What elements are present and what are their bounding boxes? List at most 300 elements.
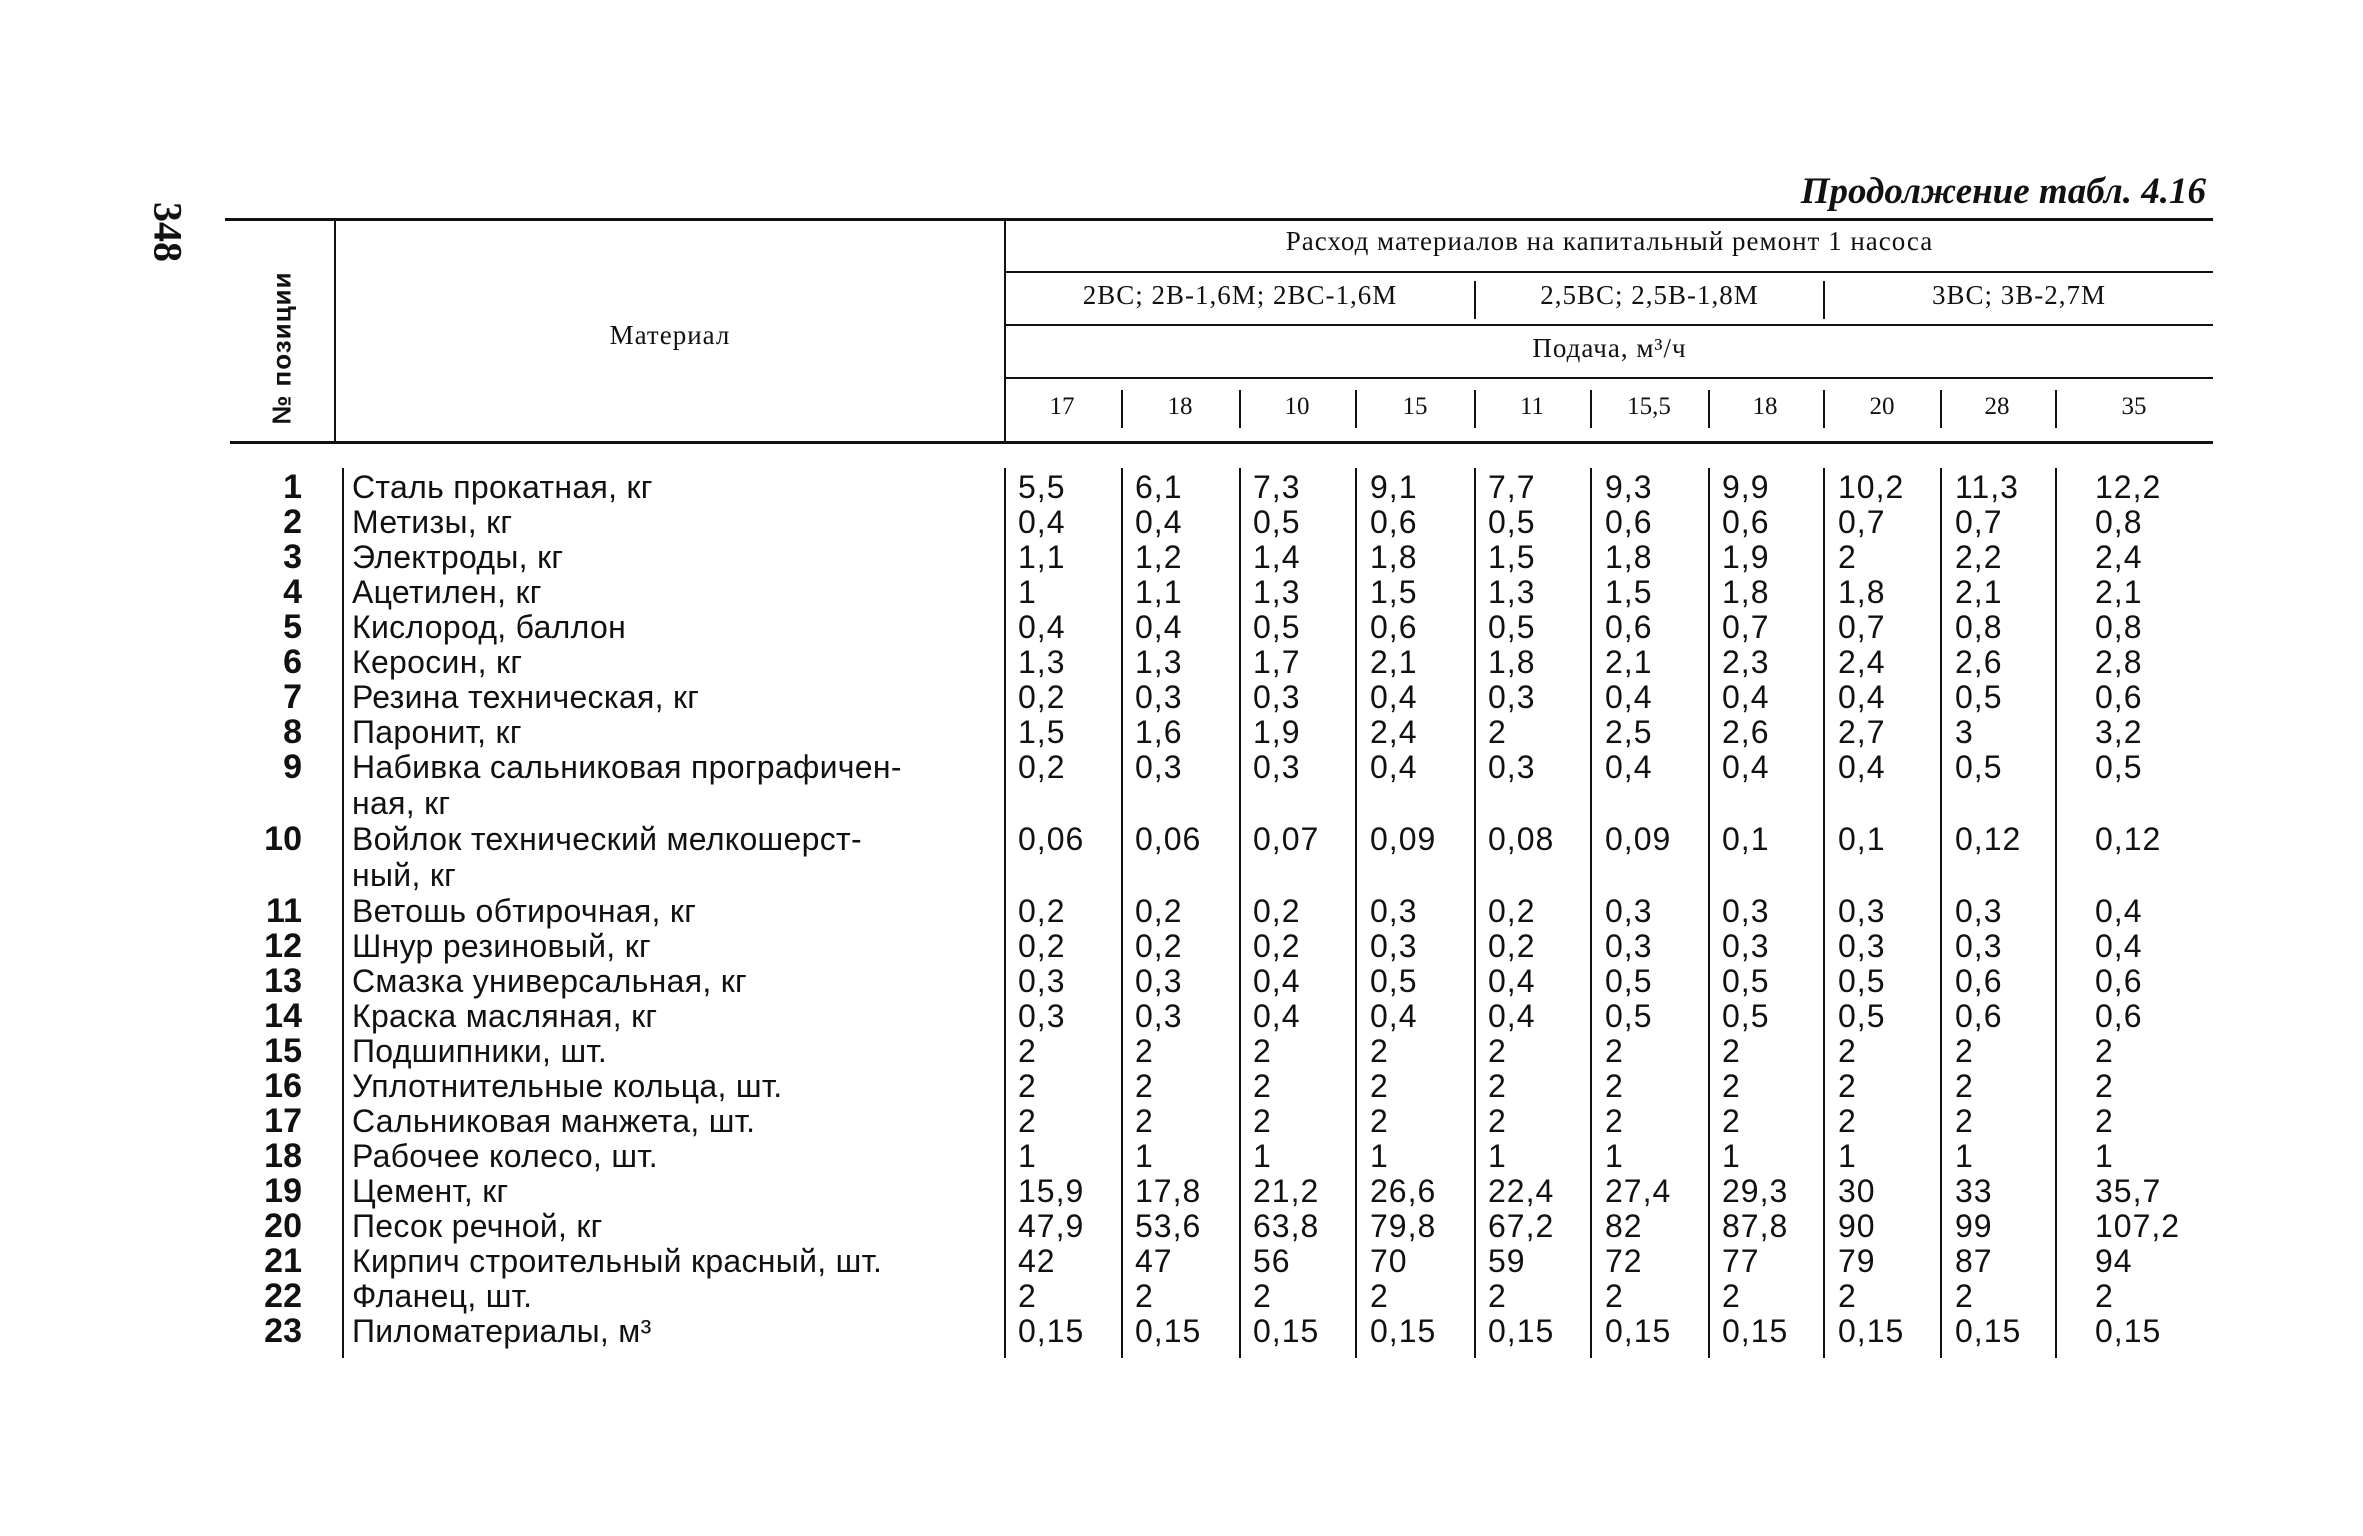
supply-value-header: 18 (1752, 393, 1778, 420)
value-cell: 0,12 (2095, 821, 2162, 857)
material-name: Сталь прокатная, кг (352, 469, 653, 505)
value-cell: 0,4 (1370, 749, 1418, 785)
value-cell: 2 (1955, 1068, 1974, 1104)
value-cell: 0,15 (1018, 1313, 1085, 1349)
material-name: Паронит, кг (352, 714, 522, 750)
table-row (0, 575, 2363, 609)
value-cell: 2 (1838, 1068, 1857, 1104)
position-number: 10 (264, 820, 302, 858)
value-cell: 2 (1488, 1033, 1507, 1069)
value-cell: 1 (1253, 1138, 1272, 1174)
value-cell: 2,1 (1605, 644, 1653, 680)
value-cell: 56 (1253, 1243, 1291, 1279)
value-cell: 0,6 (2095, 963, 2143, 999)
value-cell: 0,8 (1955, 609, 2003, 645)
value-cell: 1,8 (1838, 574, 1886, 610)
value-cell: 2 (2095, 1278, 2114, 1314)
value-cell: 3,2 (2095, 714, 2143, 750)
supply-value-header: 18 (1167, 393, 1193, 420)
value-cell: 0,3 (1253, 679, 1301, 715)
supply-value-header: 35 (2121, 393, 2147, 420)
value-cell: 0,7 (1838, 609, 1886, 645)
spanning-header: Расход материалов на капитальный ремонт 1 насоса (1285, 226, 1934, 256)
position-number: 22 (264, 1277, 302, 1315)
value-cell: 0,15 (2095, 1313, 2162, 1349)
value-cell: 5,5 (1018, 469, 1066, 505)
value-cell: 0,4 (1018, 609, 1066, 645)
value-cell: 0,6 (2095, 998, 2143, 1034)
material-column-header: Материал (609, 320, 731, 350)
value-cell: 2,7 (1838, 714, 1886, 750)
value-cell: 0,15 (1722, 1313, 1789, 1349)
value-cell: 0,8 (2095, 504, 2143, 540)
value-cell: 0,7 (1722, 609, 1770, 645)
value-cell: 0,3 (1722, 893, 1770, 929)
value-cell: 2,1 (2095, 574, 2143, 610)
value-cell: 0,4 (1838, 749, 1886, 785)
table-row (0, 964, 2363, 998)
value-cell: 0,15 (1135, 1313, 1202, 1349)
value-cell: 0,6 (1955, 998, 2003, 1034)
value-cell: 2 (1018, 1068, 1037, 1104)
value-cell: 0,5 (1370, 963, 1418, 999)
value-cell: 0,3 (1488, 679, 1536, 715)
value-cell: 1,3 (1253, 574, 1301, 610)
value-cell: 0,2 (1018, 928, 1066, 964)
value-cell: 2 (1135, 1033, 1154, 1069)
value-cell: 0,3 (1370, 928, 1418, 964)
position-number: 18 (264, 1137, 302, 1175)
value-cell: 2 (1838, 539, 1857, 575)
value-cell: 0,4 (1018, 504, 1066, 540)
value-cell: 0,1 (1838, 821, 1886, 857)
value-cell: 2,4 (2095, 539, 2143, 575)
value-cell: 77 (1722, 1243, 1760, 1279)
group-header-2: 2,5ВС; 2,5В-1,8М (1540, 280, 1759, 310)
value-cell: 21,2 (1253, 1173, 1320, 1209)
value-cell: 9,3 (1605, 469, 1653, 505)
value-cell: 2,4 (1838, 644, 1886, 680)
value-cell: 1,7 (1253, 644, 1301, 680)
value-cell: 0,5 (1722, 998, 1770, 1034)
value-cell: 0,2 (1018, 679, 1066, 715)
position-number: 20 (264, 1207, 302, 1245)
value-cell: 0,3 (1605, 893, 1653, 929)
value-cell: 1 (1722, 1138, 1741, 1174)
value-cell: 53,6 (1135, 1208, 1202, 1244)
value-cell: 1,5 (1370, 574, 1418, 610)
supply-value-header: 10 (1284, 393, 1310, 420)
value-cell: 0,5 (1838, 963, 1886, 999)
value-cell: 2 (1722, 1103, 1741, 1139)
value-cell: 0,4 (1722, 679, 1770, 715)
position-number: 8 (283, 713, 302, 751)
value-cell: 0,4 (2095, 893, 2143, 929)
value-cell: 0,4 (1488, 963, 1536, 999)
material-name: Уплотнительные кольца, шт. (352, 1068, 783, 1104)
position-number: 19 (264, 1172, 302, 1210)
value-cell: 0,06 (1135, 821, 1202, 857)
value-cell: 0,06 (1018, 821, 1085, 857)
value-cell: 59 (1488, 1243, 1526, 1279)
value-cell: 0,5 (1253, 504, 1301, 540)
value-cell: 0,4 (1253, 998, 1301, 1034)
value-cell: 0,4 (1370, 998, 1418, 1034)
table-row (0, 1104, 2363, 1138)
table-row (0, 1244, 2363, 1278)
value-cell: 0,4 (1370, 679, 1418, 715)
value-cell: 1 (1838, 1138, 1857, 1174)
value-cell: 2,2 (1955, 539, 2003, 575)
value-cell: 1 (1370, 1138, 1389, 1174)
value-cell: 2 (1838, 1033, 1857, 1069)
table-row (0, 1034, 2363, 1068)
value-cell: 2 (2095, 1068, 2114, 1104)
value-cell: 2 (1488, 714, 1507, 750)
value-cell: 2 (1018, 1278, 1037, 1314)
table-row (0, 680, 2363, 714)
value-cell: 1,1 (1135, 574, 1183, 610)
value-cell: 10,2 (1838, 469, 1905, 505)
table-row (0, 1314, 2363, 1348)
value-cell: 72 (1605, 1243, 1643, 1279)
value-cell: 2 (1488, 1103, 1507, 1139)
value-cell: 0,3 (1135, 749, 1183, 785)
position-number: 6 (283, 643, 302, 681)
value-cell: 0,5 (1955, 749, 2003, 785)
value-cell: 0,2 (1488, 928, 1536, 964)
value-cell: 9,1 (1370, 469, 1418, 505)
value-cell: 1,3 (1018, 644, 1066, 680)
supply-value-header: 11 (1519, 393, 1545, 420)
value-cell: 0,4 (1605, 749, 1653, 785)
value-cell: 0,15 (1488, 1313, 1555, 1349)
value-cell: 0,3 (1135, 998, 1183, 1034)
table-row (0, 610, 2363, 644)
value-cell: 0,15 (1955, 1313, 2022, 1349)
value-cell: 1 (1018, 574, 1037, 610)
supply-value-header: 20 (1869, 393, 1895, 420)
value-cell: 2,5 (1605, 714, 1653, 750)
material-name: Подшипники, шт. (352, 1033, 608, 1069)
value-cell: 12,2 (2095, 469, 2162, 505)
value-cell: 2 (1253, 1103, 1272, 1139)
value-cell: 0,3 (1605, 928, 1653, 964)
value-cell: 0,4 (1838, 679, 1886, 715)
value-cell: 1,5 (1488, 539, 1536, 575)
value-cell: 63,8 (1253, 1208, 1320, 1244)
value-cell: 0,1 (1722, 821, 1770, 857)
value-cell: 1,9 (1253, 714, 1301, 750)
value-cell: 0,12 (1955, 821, 2022, 857)
material-name: Электроды, кг (352, 539, 564, 575)
position-number: 4 (283, 573, 302, 611)
value-cell: 0,4 (1135, 504, 1183, 540)
value-cell: 0,2 (1018, 749, 1066, 785)
value-cell: 1,6 (1135, 714, 1183, 750)
position-number: 14 (264, 997, 302, 1035)
material-name: Набивка сальниковая пpографичен- (352, 749, 902, 785)
value-cell: 0,5 (1488, 504, 1536, 540)
value-cell: 0,3 (1018, 998, 1066, 1034)
position-number: 15 (264, 1032, 302, 1070)
material-name: Ветошь обтирочная, кг (352, 893, 697, 929)
value-cell: 2 (1135, 1103, 1154, 1139)
value-cell: 47,9 (1018, 1208, 1085, 1244)
value-cell: 0,7 (1955, 504, 2003, 540)
value-cell: 2,8 (2095, 644, 2143, 680)
table-row (0, 1209, 2363, 1243)
value-cell: 9,9 (1722, 469, 1770, 505)
value-cell: 0,4 (2095, 928, 2143, 964)
value-cell: 2 (2095, 1103, 2114, 1139)
position-number: 5 (283, 608, 302, 646)
table-row (0, 748, 2363, 821)
value-cell: 7,7 (1488, 469, 1536, 505)
value-cell: 1,3 (1488, 574, 1536, 610)
value-cell: 0,6 (2095, 679, 2143, 715)
table-row (0, 894, 2363, 928)
value-cell: 0,2 (1135, 893, 1183, 929)
position-number: 7 (283, 678, 302, 716)
value-cell: 2 (1018, 1033, 1037, 1069)
value-cell: 0,8 (2095, 609, 2143, 645)
value-cell: 2 (1605, 1103, 1624, 1139)
material-name: Краска масляная, кг (352, 998, 658, 1034)
value-cell: 2 (1370, 1278, 1389, 1314)
table-row (0, 645, 2363, 679)
value-cell: 90 (1838, 1208, 1876, 1244)
value-cell: 6,1 (1135, 469, 1183, 505)
value-cell: 0,3 (1135, 679, 1183, 715)
table-row (0, 820, 2363, 893)
value-cell: 26,6 (1370, 1173, 1437, 1209)
value-cell: 1 (1488, 1138, 1507, 1174)
value-cell: 2 (1370, 1033, 1389, 1069)
value-cell: 0,15 (1838, 1313, 1905, 1349)
material-name: Фланец, шт. (352, 1278, 533, 1314)
value-cell: 2 (1722, 1278, 1741, 1314)
value-cell: 1,2 (1135, 539, 1183, 575)
value-cell: 0,2 (1253, 928, 1301, 964)
value-cell: 2 (1955, 1278, 1974, 1314)
position-column-header: № позиции (266, 271, 297, 425)
value-cell: 15,9 (1018, 1173, 1085, 1209)
value-cell: 0,6 (1605, 504, 1653, 540)
value-cell: 2,1 (1370, 644, 1418, 680)
value-cell: 70 (1370, 1243, 1408, 1279)
value-cell: 94 (2095, 1243, 2133, 1279)
value-cell: 2 (1488, 1278, 1507, 1314)
value-cell: 2 (1488, 1068, 1507, 1104)
material-name: Метизы, кг (352, 504, 513, 540)
value-cell: 0,4 (1253, 963, 1301, 999)
value-cell: 2 (1955, 1033, 1974, 1069)
value-cell: 0,3 (1838, 893, 1886, 929)
table-row (0, 505, 2363, 539)
value-cell: 0,5 (1253, 609, 1301, 645)
value-cell: 0,5 (1605, 963, 1653, 999)
position-number: 2 (283, 503, 302, 541)
value-cell: 2 (1605, 1278, 1624, 1314)
value-cell: 0,3 (1018, 963, 1066, 999)
value-cell: 29,3 (1722, 1173, 1789, 1209)
position-number: 1 (283, 468, 302, 506)
page-number: 348 (145, 202, 191, 262)
material-name: Кислород, баллон (352, 609, 627, 645)
value-cell: 0,15 (1253, 1313, 1320, 1349)
value-cell: 47 (1135, 1243, 1173, 1279)
value-cell: 35,7 (2095, 1173, 2162, 1209)
value-cell: 1 (1135, 1138, 1154, 1174)
value-cell: 0,4 (1488, 998, 1536, 1034)
value-cell: 0,07 (1253, 821, 1320, 857)
value-cell: 1,8 (1722, 574, 1770, 610)
position-number: 11 (266, 892, 302, 930)
material-name: Цемент, кг (352, 1173, 509, 1209)
value-cell: 0,3 (1722, 928, 1770, 964)
value-cell: 11,3 (1955, 469, 2019, 505)
value-cell: 1,8 (1488, 644, 1536, 680)
supply-value-header: 15,5 (1627, 393, 1671, 420)
supply-value-header: 28 (1984, 393, 2010, 420)
table-row (0, 540, 2363, 574)
value-cell: 0,6 (1370, 504, 1418, 540)
value-cell: 27,4 (1605, 1173, 1672, 1209)
value-cell: 2 (1722, 1068, 1741, 1104)
value-cell: 1,3 (1135, 644, 1183, 680)
position-number: 13 (264, 962, 302, 1000)
value-cell: 2 (1370, 1068, 1389, 1104)
position-number: 17 (264, 1102, 302, 1140)
value-cell: 0,2 (1018, 893, 1066, 929)
value-cell: 0,08 (1488, 821, 1555, 857)
value-cell: 99 (1955, 1208, 1993, 1244)
group-header-1: 2ВС; 2В-1,6М; 2ВС-1,6М (1082, 280, 1398, 310)
value-cell: 0,09 (1605, 821, 1672, 857)
value-cell: 2 (1135, 1068, 1154, 1104)
value-cell: 30 (1838, 1173, 1876, 1209)
value-cell: 0,6 (1370, 609, 1418, 645)
value-cell: 1,5 (1605, 574, 1653, 610)
position-number: 23 (264, 1312, 302, 1350)
material-name: Резина техническая, кг (352, 679, 700, 715)
value-cell: 0,2 (1135, 928, 1183, 964)
value-cell: 2 (1838, 1103, 1857, 1139)
material-name: Сальниковая манжета, шт. (352, 1103, 756, 1139)
value-cell: 22,4 (1488, 1173, 1555, 1209)
value-cell: 1,5 (1018, 714, 1066, 750)
table-row (0, 470, 2363, 504)
value-cell: 0,4 (1722, 749, 1770, 785)
value-cell: 0,5 (1838, 998, 1886, 1034)
table-row (0, 1139, 2363, 1173)
value-cell: 1,9 (1722, 539, 1770, 575)
material-name-continued: ная, кг (352, 785, 451, 821)
value-cell: 0,6 (1722, 504, 1770, 540)
value-cell: 0,3 (1253, 749, 1301, 785)
value-cell: 0,6 (1955, 963, 2003, 999)
value-cell: 0,5 (1955, 679, 2003, 715)
value-cell: 1 (1018, 1138, 1037, 1174)
material-name: Ацетилен, кг (352, 574, 542, 610)
value-cell: 0,5 (1722, 963, 1770, 999)
value-cell: 0,4 (1605, 679, 1653, 715)
material-name: Кирпич строительный красный, шт. (352, 1243, 883, 1279)
table-row (0, 999, 2363, 1033)
group-header-3: 3ВС; 3В-2,7М (1931, 280, 2107, 310)
value-cell: 2 (1253, 1033, 1272, 1069)
value-cell: 2 (1253, 1068, 1272, 1104)
value-cell: 79,8 (1370, 1208, 1437, 1244)
value-cell: 2 (2095, 1033, 2114, 1069)
material-name: Рабочее колесо, шт. (352, 1138, 658, 1174)
position-number: 9 (283, 748, 302, 786)
value-cell: 0,5 (2095, 749, 2143, 785)
position-number: 12 (264, 927, 302, 965)
table-caption: Продолжение табл. 4.16 (1800, 171, 2206, 212)
table-row (0, 715, 2363, 749)
value-cell: 17,8 (1135, 1173, 1202, 1209)
value-cell: 2,6 (1722, 714, 1770, 750)
value-cell: 42 (1018, 1243, 1056, 1279)
value-cell: 1 (1955, 1138, 1974, 1174)
position-number: 16 (264, 1067, 302, 1105)
material-name: Войлок технический мелкошерст- (352, 821, 862, 857)
value-cell: 1 (1605, 1138, 1624, 1174)
value-cell: 33 (1955, 1173, 1993, 1209)
value-cell: 79 (1838, 1243, 1876, 1279)
supply-header: Подача, м³/ч (1532, 333, 1687, 363)
value-cell: 2,4 (1370, 714, 1418, 750)
table-row (0, 1174, 2363, 1208)
value-cell: 0,4 (1135, 609, 1183, 645)
table-row (0, 1069, 2363, 1103)
value-cell: 0,3 (1370, 893, 1418, 929)
value-cell: 1,1 (1018, 539, 1066, 575)
material-name-continued: ный, кг (352, 857, 457, 893)
value-cell: 7,3 (1253, 469, 1301, 505)
value-cell: 0,15 (1370, 1313, 1437, 1349)
value-cell: 0,5 (1605, 998, 1653, 1034)
value-cell: 2 (1605, 1033, 1624, 1069)
value-cell: 2 (1722, 1033, 1741, 1069)
material-name: Керосин, кг (352, 644, 523, 680)
value-cell: 67,2 (1488, 1208, 1555, 1244)
table-row (0, 1279, 2363, 1313)
value-cell: 3 (1955, 714, 1974, 750)
value-cell: 2 (1955, 1103, 1974, 1139)
value-cell: 1,8 (1370, 539, 1418, 575)
value-cell: 0,2 (1488, 893, 1536, 929)
material-name: Песок речной, кг (352, 1208, 603, 1244)
value-cell: 2 (1838, 1278, 1857, 1314)
value-cell: 1,8 (1605, 539, 1653, 575)
value-cell: 0,09 (1370, 821, 1437, 857)
value-cell: 2 (1370, 1103, 1389, 1139)
value-cell: 2 (1253, 1278, 1272, 1314)
value-cell: 0,15 (1605, 1313, 1672, 1349)
value-cell: 0,3 (1955, 893, 2003, 929)
material-name: Смазка универсальная, кг (352, 963, 747, 999)
value-cell: 2 (1135, 1278, 1154, 1314)
position-number: 21 (264, 1242, 302, 1280)
value-cell: 82 (1605, 1208, 1643, 1244)
value-cell: 0,3 (1955, 928, 2003, 964)
supply-value-header: 15 (1402, 393, 1428, 420)
value-cell: 87 (1955, 1243, 1993, 1279)
value-cell: 107,2 (2095, 1208, 2181, 1244)
